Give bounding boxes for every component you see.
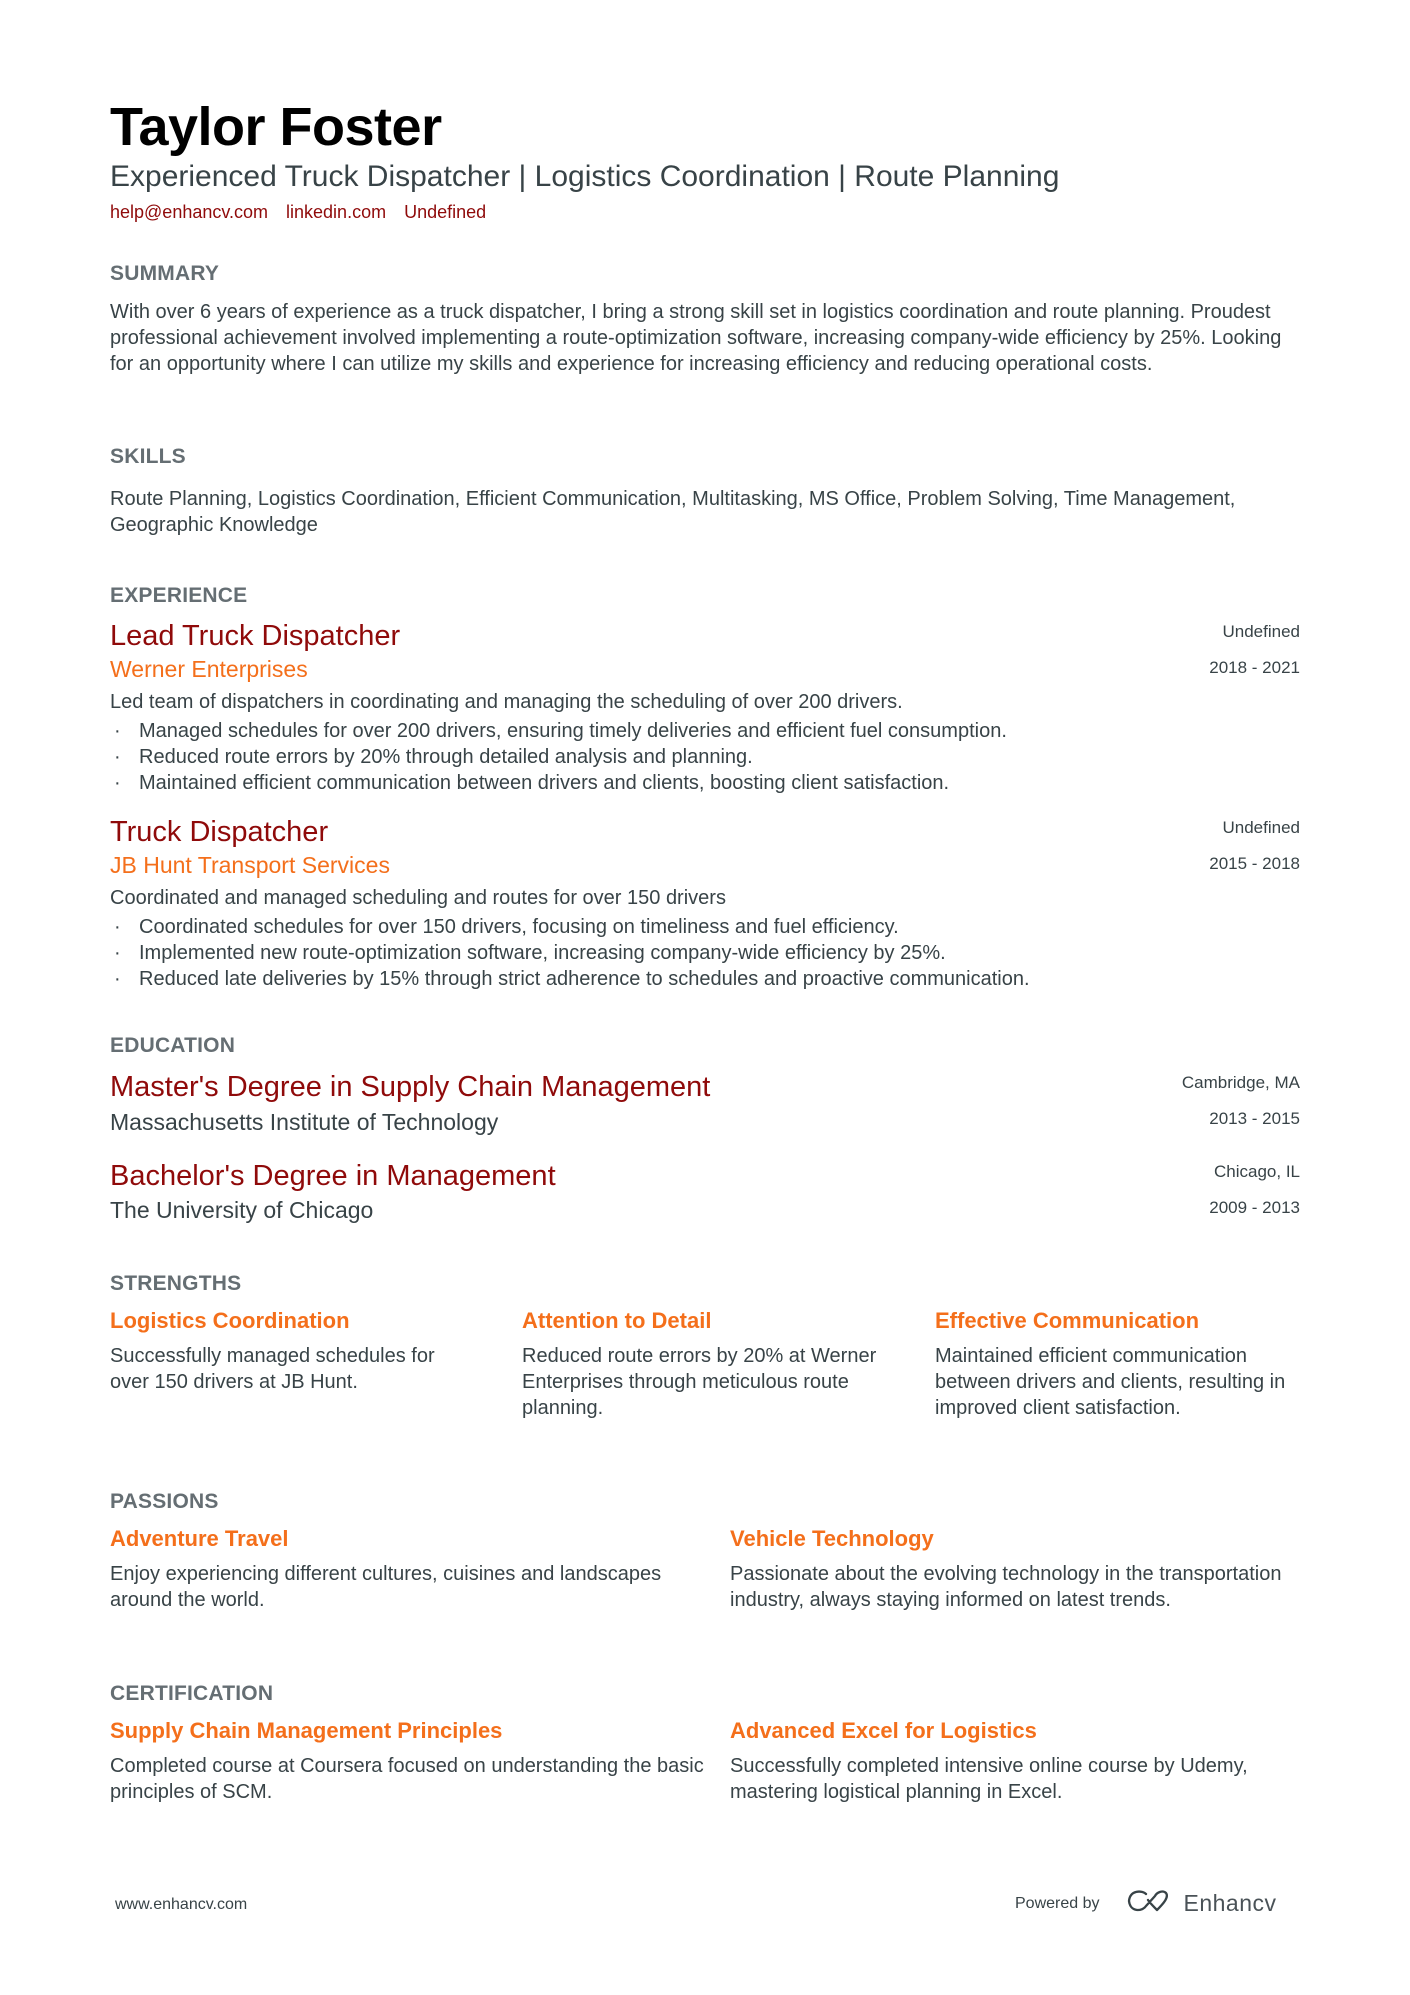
experience-heading: EXPERIENCE <box>110 584 248 607</box>
candidate-name: Taylor Foster <box>110 97 442 157</box>
job-location: Undefined <box>1222 818 1300 837</box>
job-location: Undefined <box>1222 622 1300 641</box>
passions-heading: PASSIONS <box>110 1490 219 1513</box>
summary-text: With over 6 years of experience as a truck dispatcher, I bring a strong skill set in logistics coordination and route planning. Proudest professional achievement involved implementing a route-optimization software, increasing company-wide efficiency by 25%. Looking for an opportunity where I can utilize my skills and experience for increasing efficiency and reducing operational costs. <box>110 301 1282 375</box>
job-bullet: · Implemented new route-optimization software, increasing company-wide efficiency by 25%. <box>110 940 1300 966</box>
strengths-heading: STRENGTHS <box>110 1272 242 1295</box>
strength-title: Attention to Detail <box>522 1308 712 1333</box>
job-title: Lead Truck Dispatcher <box>110 620 401 652</box>
degree-title: Bachelor's Degree in Management <box>110 1160 556 1192</box>
certification-title: Advanced Excel for Logistics <box>730 1718 1037 1743</box>
skills-heading: SKILLS <box>110 445 186 468</box>
powered-by-label: Powered by <box>1015 1894 1100 1912</box>
skills-text: Route Planning, Logistics Coordination, Efficient Communication, Multitasking, MS Office, Problem Solving, Time Management, Geographic Knowledge <box>110 488 1236 536</box>
education-location: Cambridge, MA <box>1181 1073 1300 1092</box>
job-bullet: · Managed schedules for over 200 drivers, ensuring timely deliveries and efficient fuel consumption. <box>110 718 1300 744</box>
company-name: Werner Enterprises <box>110 656 308 682</box>
job-bullet: · Reduced route errors by 20% through detailed analysis and planning. <box>110 744 1300 770</box>
enhancv-logo-icon <box>1126 1888 1172 1919</box>
passion-card <box>110 1526 690 1613</box>
passion-text: Passionate about the evolving technology in the transportation industry, always staying informed on latest trends. <box>730 1563 1282 1611</box>
strength-text: Maintained efficient communication between drivers and clients, resulting in improved client satisfaction. <box>935 1345 1286 1419</box>
strength-card <box>110 1308 470 1395</box>
education-location: Chicago, IL <box>1214 1162 1300 1181</box>
education-dates: 2013 - 2015 <box>1209 1109 1300 1128</box>
job-dates: 2018 - 2021 <box>1209 658 1300 677</box>
certification-text: Successfully completed intensive online course by Udemy, mastering logistical planning in Excel. <box>730 1755 1248 1803</box>
job-bullet: · Coordinated schedules for over 150 drivers, focusing on timeliness and fuel efficiency. <box>110 914 1300 940</box>
footer-branding <box>1015 1888 1277 1919</box>
degree-title: Master's Degree in Supply Chain Management <box>110 1071 711 1103</box>
strength-text: Successfully managed schedules for over 150 drivers at JB Hunt. <box>110 1345 435 1393</box>
linkedin-link[interactable]: linkedin.com <box>286 202 387 222</box>
brand-name: Enhancv <box>1183 1890 1277 1916</box>
company-name: JB Hunt Transport Services <box>110 852 390 878</box>
certification-title: Supply Chain Management Principles <box>110 1718 503 1743</box>
school-name: Massachusetts Institute of Technology <box>110 1109 499 1135</box>
job-bullets <box>110 718 1300 796</box>
footer-website-link[interactable]: www.enhancv.com <box>115 1896 248 1913</box>
location-text: Undefined <box>404 202 487 222</box>
job-description: Led team of dispatchers in coordinating and managing the scheduling of over 200 drivers. <box>110 691 903 713</box>
education-dates: 2009 - 2013 <box>1209 1198 1300 1217</box>
school-name: The University of Chicago <box>110 1197 374 1223</box>
strength-card <box>935 1308 1300 1421</box>
summary-heading: SUMMARY <box>110 262 220 285</box>
strength-title: Logistics Coordination <box>110 1308 350 1333</box>
job-bullet: · Reduced late deliveries by 15% through strict adherence to schedules and proactive communication. <box>110 966 1300 992</box>
contact-row <box>110 202 486 223</box>
brand-link[interactable] <box>1126 1888 1277 1919</box>
candidate-title: Experienced Truck Dispatcher | Logistics Coordination | Route Planning <box>110 160 1060 193</box>
job-title: Truck Dispatcher <box>110 816 329 848</box>
job-dates: 2015 - 2018 <box>1209 854 1300 873</box>
job-description: Coordinated and managed scheduling and routes for over 150 drivers <box>110 887 726 909</box>
strength-text: Reduced route errors by 20% at Werner Enterprises through meticulous route planning. <box>522 1345 877 1419</box>
certification-text: Completed course at Coursera focused on understanding the basic principles of SCM. <box>110 1755 704 1803</box>
passion-title: Adventure Travel <box>110 1526 289 1551</box>
passion-title: Vehicle Technology <box>730 1526 934 1551</box>
email-link[interactable]: help@enhancv.com <box>110 202 269 222</box>
certification-heading: CERTIFICATION <box>110 1682 274 1705</box>
certification-card <box>730 1718 1300 1805</box>
passion-card <box>730 1526 1300 1613</box>
passion-text: Enjoy experiencing different cultures, cuisines and landscapes around the world. <box>110 1563 662 1611</box>
strength-card <box>522 1308 882 1421</box>
education-heading: EDUCATION <box>110 1034 236 1057</box>
job-bullet: · Maintained efficient communication between drivers and clients, boosting client satisfaction. <box>110 770 1300 796</box>
strength-title: Effective Communication <box>935 1308 1200 1333</box>
certification-card <box>110 1718 705 1805</box>
job-bullets <box>110 914 1300 992</box>
